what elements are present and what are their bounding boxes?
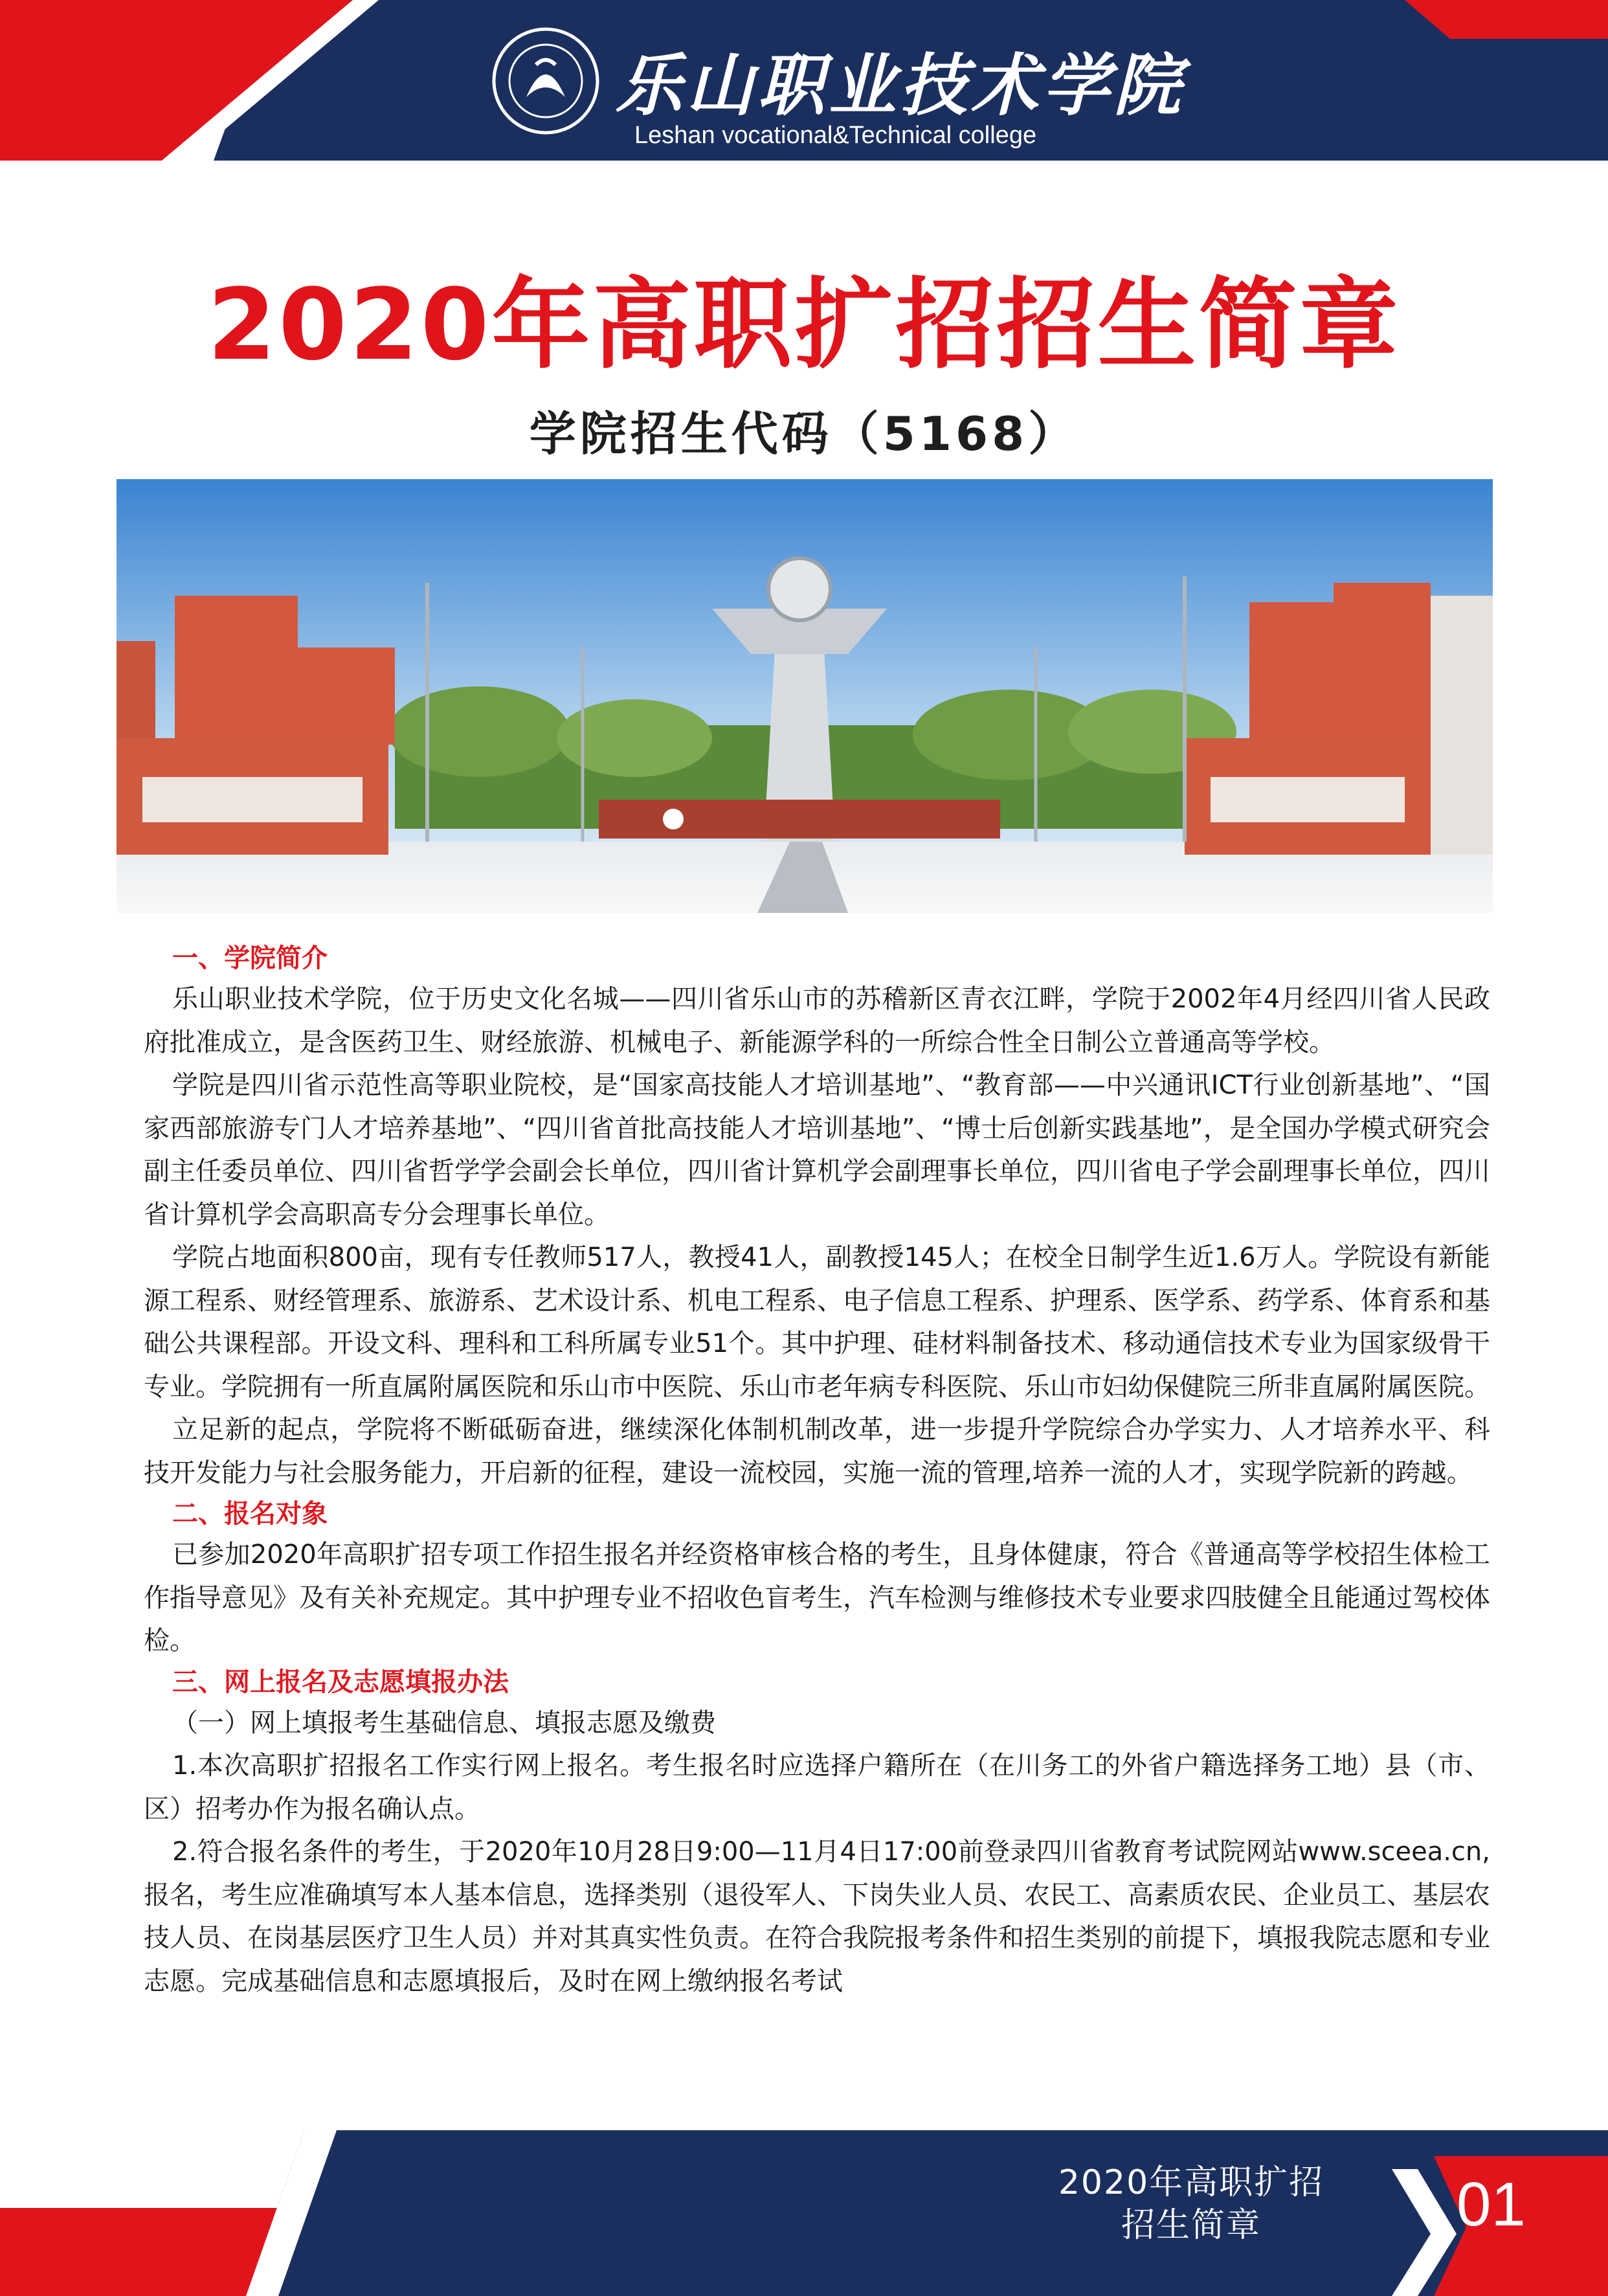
section-heading: 一、学院简介	[172, 943, 328, 973]
college-emblem-icon	[491, 26, 601, 136]
footer-caption	[1010, 2161, 1372, 2247]
brochure-content	[144, 939, 1490, 2003]
paragraph: 乐山职业技术学院，位于历史文化名城——四川省乐山市的苏稽新区青衣江畔，学院于2002年4月经四川省人民政府批准成立，是含医药卫生、财经旅游、机械电子、新能源学科的一所综合性全日制公立普通高等学校。	[144, 984, 1490, 1057]
page-header	[0, 0, 1608, 161]
page-title: 2020年高职扩招招生简章	[207, 267, 1401, 382]
paragraph: 学院占地面积800亩，现有专任教师517人，教授41人，副教授145人；在校全日制学生近1.6万人。学院设有新能源工程系、财经管理系、旅游系、艺术设计系、机电工程系、电子信息工程系、护理系、医学系、药学系、体育系和基础公共课程部。开设文科、理科和工科所属专业51个。其中护理、硅材料制备技术、移动通信技术专业为国家级骨干专业。学院拥有一所直属附属医院和乐山市中医院、乐山市老年病专科医院、乐山市妇幼保健院三所非直属附属医院。	[144, 1243, 1490, 1402]
paragraph: 2.符合报名条件的考生，于2020年10月28日9:00—11月4日17:00前登录四川省教育考试院网站www.sceea.cn,报名，考生应准确填写本人基本信息，选择类别（退役军人、下岗失业人员、农民工、高素质农民、企业员工、基层农技人员、在岗基层医疗卫生人员）并对其真实性负责。在符合我院报考条件和招生类别的前提下，填报我院志愿和专业志愿。完成基础信息和志愿填报后，及时在网上缴纳报名考试	[144, 1837, 1490, 1996]
page-number: 01	[1457, 2170, 1526, 2239]
page-footer	[0, 2130, 1608, 2296]
paragraph: 1.本次高职扩招报名工作实行网上报名。考生报名时应选择户籍所在（在川务工的外省户籍选择务工地）县（市、区）招考办作为报名确认点。	[144, 1751, 1490, 1824]
section-heading: 二、报名对象	[172, 1499, 328, 1529]
section-online-registration	[144, 1663, 1490, 2003]
footer-line-2: 招生简章	[1121, 2206, 1261, 2245]
subsection-heading: （一）网上填报考生基础信息、填报志愿及缴费	[172, 1707, 716, 1738]
campus-gate-photo	[117, 479, 1493, 913]
section-eligibility	[144, 1494, 1490, 1663]
paragraph: 学院是四川省示范性高等职业院校，是“国家高技能人才培训基地”、“教育部——中兴通讯ICT行业创新基地”、“国家西部旅游专门人才培养基地”、“四川省首批高技能人才培训基地”、“博士后创新实践基地”，是全国办学模式研究会副主任委员单位、四川省哲学学会副会长单位，四川省计算机学会副理事长单位，四川省电子学会副理事长单位，四川省计算机学会高职高专分会理事长单位。	[144, 1070, 1490, 1230]
section-intro	[144, 939, 1490, 1494]
college-name-cn: 乐山职业技术学院	[615, 45, 1185, 125]
enrollment-code: 学院招生代码（5168）	[529, 407, 1079, 461]
college-name-en: Leshan vocational&Technical college	[634, 122, 1037, 149]
section-heading: 三、网上报名及志愿填报办法	[172, 1667, 509, 1697]
campus-gate-illustration	[117, 479, 1493, 913]
paragraph: 已参加2020年高职扩招专项工作招生报名并经资格审核合格的考生，且身体健康，符合《普通高等学校招生体检工作指导意见》及有关补充规定。其中护理专业不招收色盲考生，汽车检测与维修技术专业要求四肢健全且能通过驾校体检。	[144, 1540, 1490, 1656]
paragraph: 立足新的起点，学院将不断砥砺奋进，继续深化体制机制改革，进一步提升学院综合办学实力、人才培养水平、科技开发能力与社会服务能力，开启新的征程，建设一流校园，实施一流的管理,培养一流的人才，实现学院新的跨越。	[144, 1415, 1490, 1488]
footer-line-1: 2020年高职扩招	[1058, 2163, 1324, 2202]
